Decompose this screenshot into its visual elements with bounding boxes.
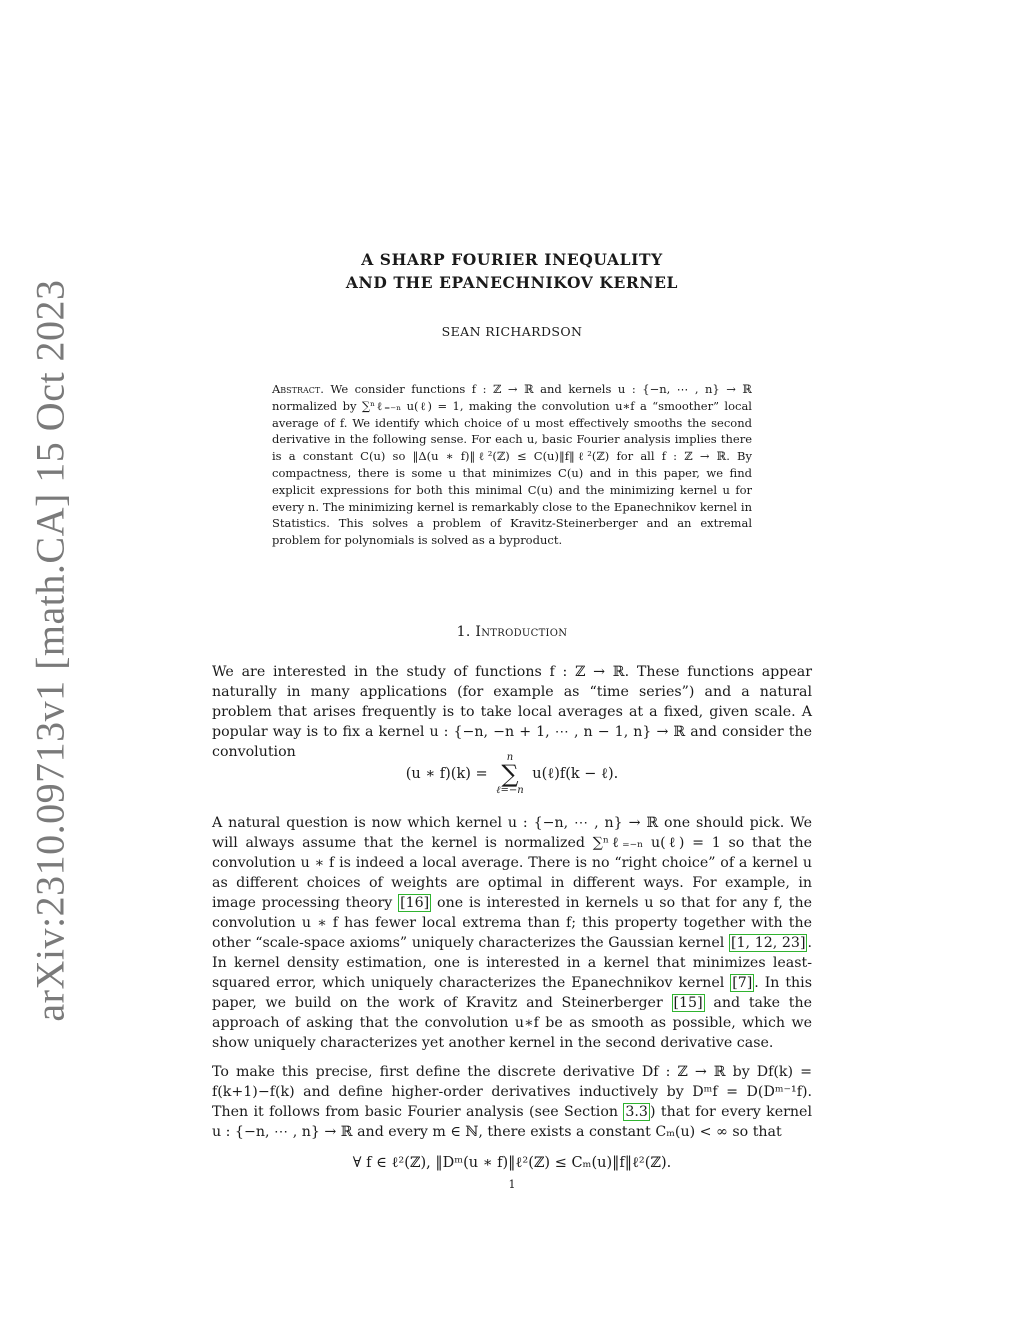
- paragraph-1: We are interested in the study of functions f : ℤ → ℝ. These functions appear naturally in many applications (for example as “time series”) and a natural problem that arises frequently is to take local averages at a fixed, given scale. A popular way is to fix a kernel u : {−n, −n + 1, ⋯ , n − 1, n} → ℝ and consider the convolution: [212, 664, 812, 760]
- inequality-equation: ∀ f ∈ ℓ²(ℤ), ‖Dᵐ(u ∗ f)‖ℓ²(ℤ) ≤ Cₘ(u)‖f‖ℓ²(ℤ).: [352, 1155, 672, 1171]
- citation-link-7[interactable]: [7]: [732, 975, 753, 991]
- section-link-3-3[interactable]: 3.3: [625, 1104, 648, 1120]
- sum-symbol: ∑: [501, 760, 519, 788]
- arxiv-identifier-text: arXiv:2310.09713v1 [math.CA] 15 Oct 2023: [27, 278, 73, 1022]
- p3-text-b: ) that for every kernel u : {−n, ⋯ , n} → ℝ and every m ∈ ℕ, there exists a constant Cₘ(u) < ∞ so that: [212, 1104, 812, 1140]
- paragraph-3: [212, 1062, 812, 1142]
- section-title: Introduction: [475, 624, 568, 640]
- sum-upper-limit: n: [506, 752, 514, 763]
- p2-text-d: . In this paper, we build on the work of Kravitz and Steinerberger: [212, 975, 812, 1011]
- title-line-2: AND THE EPANECHNIKOV KERNEL: [345, 273, 679, 292]
- abstract-label: Abstract.: [272, 382, 324, 396]
- p2-text-a: A natural question is now which kernel u : {−n, ⋯ , n} → ℝ one should pick. We will always assume that the kernel is normalized ∑ⁿℓ₌₋ₙ u(ℓ) = 1 so that the convolution u ∗ f is indeed a local average. There is no “right choice” of a kernel u as different choices of weights are optimal in different ways. For example, in image processing theory: [212, 815, 812, 911]
- eq1-lhs: (u ∗ f)(k) =: [405, 766, 488, 782]
- author-name: SEAN RICHARDSON: [441, 324, 583, 339]
- citation-link-16[interactable]: [16]: [400, 895, 430, 911]
- eq1-rhs: u(ℓ)f(k − ℓ).: [532, 766, 619, 782]
- sum-lower-limit: ℓ=−n: [496, 785, 524, 796]
- p2-text-e: and take the approach of asking that the convolution u∗f be as smooth as possible, which we show uniquely characterizes yet another kernel in the second derivative case.: [212, 995, 812, 1051]
- paragraph-2: [212, 813, 812, 1053]
- section-number: 1.: [456, 624, 471, 640]
- citation-link-15[interactable]: [15]: [673, 995, 703, 1011]
- page-number: 1: [508, 1178, 516, 1191]
- convolution-equation: [212, 752, 812, 796]
- arxiv-identifier-stamp: [22, 278, 78, 1022]
- citation-link-1-12-23[interactable]: [1, 12, 23]: [730, 935, 806, 951]
- abstract-text: We consider functions f : ℤ → ℝ and kernels u : {−n, ⋯ , n} → ℝ normalized by ∑ⁿℓ₌₋ₙ u(ℓ) = 1, making the convolution u∗f a “smoother” local average of f. We identify which choice of u most effectively smooths the second derivative in the following sense. For each u, basic Fourier analysis implies there is a constant C(u) so ‖Δ(u ∗ f)‖ℓ²(ℤ) ≤ C(u)‖f‖ℓ²(ℤ) for all f : ℤ → ℝ. By compactness, there is some u that minimizes C(u) and in this paper, we find explicit expressions for both this minimal C(u) and the minimizing kernel u for every n. The minimizing kernel is remarkably close to the Epanechnikov kernel in Statistics. This solves a problem of Kravitz-Steinerberger and an extremal problem for polynomials is solved as a byproduct.: [272, 382, 752, 548]
- paper-title: [212, 248, 812, 294]
- p3-text-a: To make this precise, first define the discrete derivative Df : ℤ → ℝ by Df(k) = f(k+1)−f(k) and define higher-order derivatives inductively by Dᵐf = D(Dᵐ⁻¹f). Then it follows from basic Fourier analysis (see Section: [212, 1064, 812, 1120]
- sum-operator: [496, 752, 523, 796]
- title-line-1: A SHARP FOURIER INEQUALITY: [361, 250, 663, 269]
- p2-text-b: one is interested in kernels u so that for any f, the convolution u ∗ f has fewer local extrema than f; this property together with the other “scale-space axioms” uniquely characterizes the Gaussian kernel: [212, 895, 812, 951]
- section-heading: [212, 624, 812, 640]
- abstract: [272, 381, 752, 549]
- p2-text-c: . In kernel density estimation, one is interested in a kernel that minimizes least-squared error, which uniquely characterizes the Epanechnikov kernel: [212, 935, 812, 991]
